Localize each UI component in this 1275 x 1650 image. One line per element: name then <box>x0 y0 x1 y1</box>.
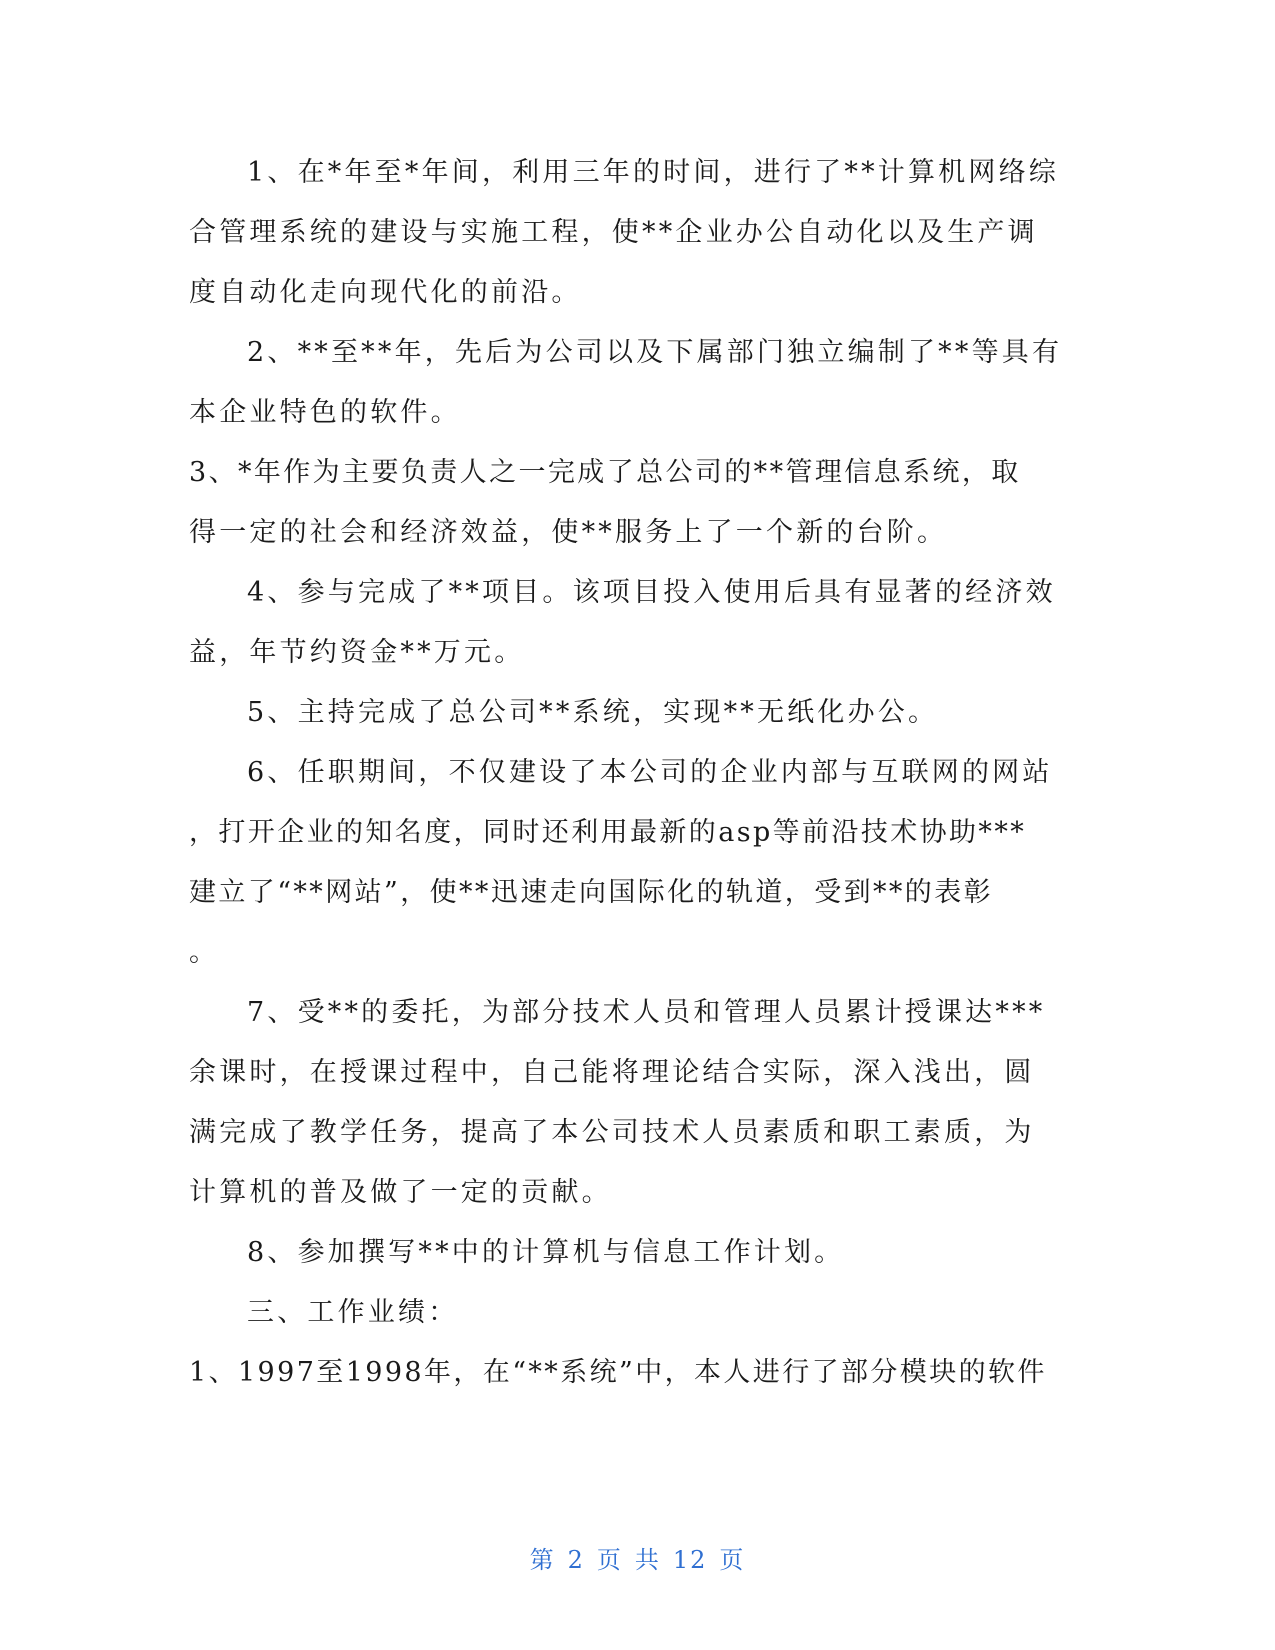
footer-label-total-unit: 页 <box>719 1546 746 1574</box>
paragraph-line: 益，年节约资金**万元。 <box>189 637 525 668</box>
paragraph-line: 得一定的社会和经济效益，使**服务上了一个新的台阶。 <box>189 517 948 548</box>
paragraph-line: 6、任职期间，不仅建设了本公司的企业内部与互联网的网站 <box>247 757 1053 788</box>
paragraph-line: ，打开企业的知名度，同时还利用最新的asp等前沿技术协助*** <box>189 817 1027 848</box>
paragraph-line: 度自动化走向现代化的前沿。 <box>189 277 582 308</box>
footer-label-total: 共 <box>634 1546 661 1574</box>
paragraph-line: 2、**至**年，先后为公司以及下属部门独立编制了**等具有 <box>247 337 1063 368</box>
footer-label-page: 第 <box>529 1546 556 1574</box>
paragraph-line: 3、*年作为主要负责人之一完成了总公司的**管理信息系统，取 <box>189 457 1021 488</box>
paragraph-line: 本企业特色的软件。 <box>189 397 461 428</box>
paragraph-line: 5、主持完成了总公司**系统，实现**无纸化办公。 <box>247 697 939 728</box>
paragraph-line: 余课时，在授课过程中，自己能将理论结合实际，深入浅出，圆 <box>189 1057 1035 1088</box>
paragraph-line: 1、在*年至*年间，利用三年的时间，进行了**计算机网络综 <box>247 157 1059 188</box>
document-body <box>189 143 1079 1403</box>
section-heading: 三、工作业绩： <box>247 1297 459 1328</box>
paragraph-line: 8、参加撰写**中的计算机与信息工作计划。 <box>247 1237 845 1268</box>
paragraph-line: 满完成了教学任务，提高了本公司技术人员素质和职工素质，为 <box>189 1117 1035 1148</box>
paragraph-line: 。 <box>189 937 220 968</box>
paragraph-line: 建立了“**网站”，使**迅速走向国际化的轨道，受到**的表彰 <box>189 877 994 908</box>
footer-label-page-unit: 页 <box>596 1546 623 1574</box>
paragraph-line: 计算机的普及做了一定的贡献。 <box>189 1177 612 1208</box>
paragraph-line: 7、受**的委托，为部分技术人员和管理人员累计授课达*** <box>247 997 1046 1028</box>
paragraph-line: 1、1997至1998年，在“**系统”中，本人进行了部分模块的软件 <box>189 1357 1047 1388</box>
footer-total-pages: 12 <box>672 1546 708 1574</box>
page-footer <box>0 1540 1275 1575</box>
footer-page-number: 2 <box>567 1546 585 1574</box>
paragraph-line: 4、参与完成了**项目。该项目投入使用后具有显著的经济效 <box>247 577 1056 608</box>
paragraph-line: 合管理系统的建设与实施工程，使**企业办公自动化以及生产调 <box>189 217 1038 248</box>
